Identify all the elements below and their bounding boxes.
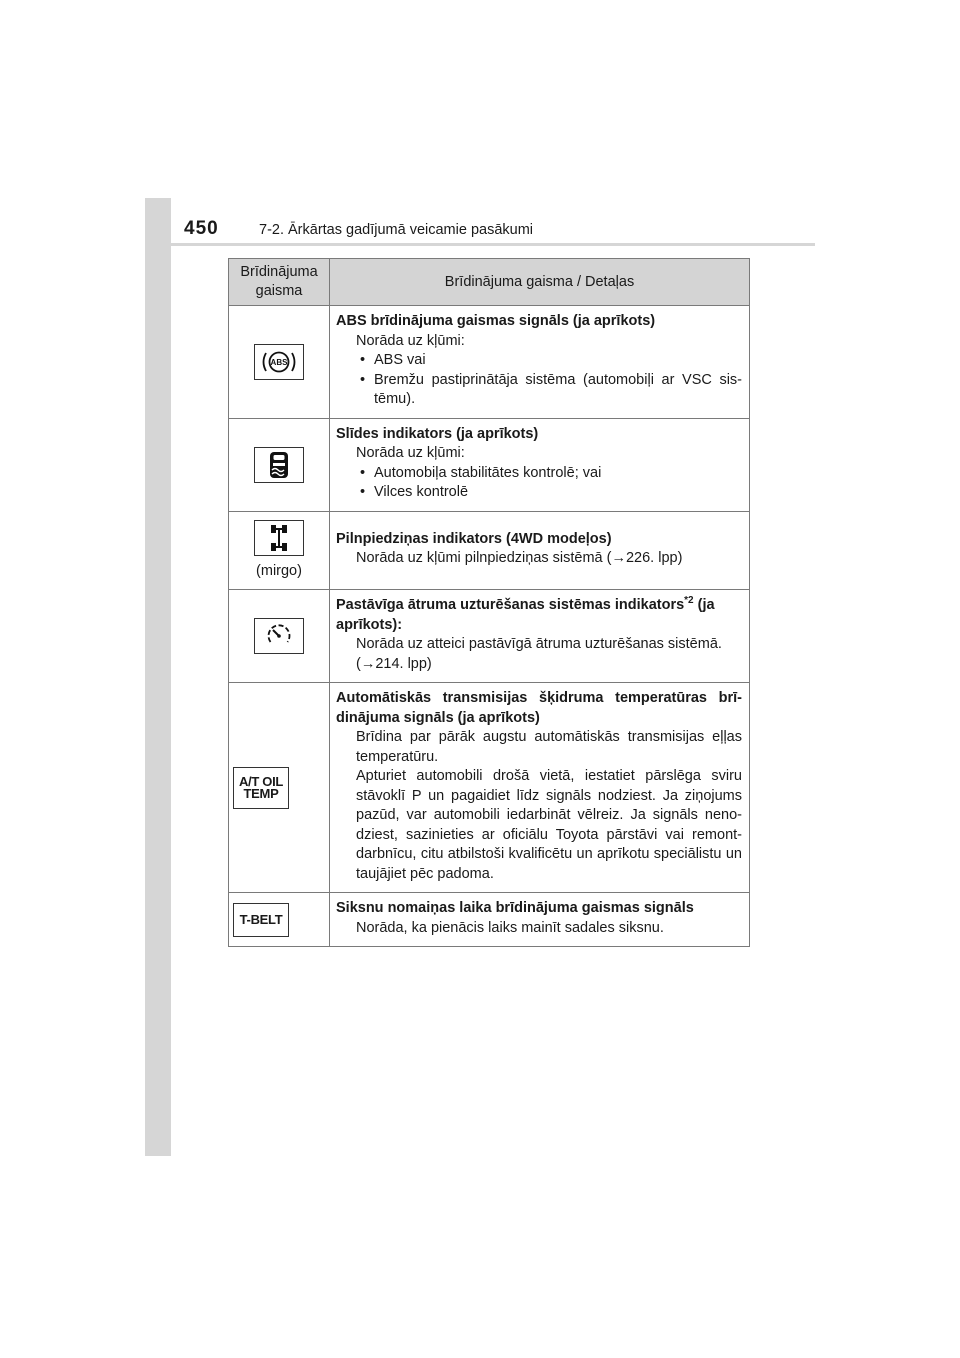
abs-warning-icon — [254, 344, 304, 380]
column-header-details: Brīdinājuma gaisma / Detaļas — [330, 259, 750, 306]
icon-cell — [229, 418, 330, 511]
footnote-marker: *2 — [684, 595, 694, 607]
detail-cell — [330, 511, 750, 590]
4wd-indicator-icon — [254, 520, 304, 556]
svg-text:ABS: ABS — [270, 357, 288, 367]
detail-cell — [330, 683, 750, 893]
icon-cell — [229, 683, 330, 893]
detail-cell — [330, 590, 750, 683]
detail-title-suffix: (ja aprīkots): — [336, 597, 715, 633]
table-row — [229, 893, 750, 947]
detail-cell — [330, 306, 750, 419]
bullet-item: • Automobiļa stabilitātes kontrolē; vai — [336, 464, 742, 484]
detail-text: Norāda uz kļūmi pilnpiedziņas sistēmā (→226. lpp) — [356, 550, 683, 567]
bullet-item: • ABS vai — [336, 351, 742, 371]
table-row — [229, 418, 750, 511]
page-number: 450 — [184, 218, 219, 239]
detail-text: Norāda uz atteici pastāvīgā ātruma uzturēšanas sistēmā. (→214. lpp) — [356, 636, 722, 672]
table-row — [229, 590, 750, 683]
detail-title: Pilnpiedziņas indikators (4WD modeļos) — [336, 530, 612, 547]
icon-cell — [229, 306, 330, 419]
cruise-control-icon — [254, 618, 304, 654]
detail-title: ABS brīdinājuma gaismas signāls (ja aprīkots) — [336, 313, 656, 329]
side-margin-bar — [145, 198, 171, 1156]
bullet-item: • Bremžu pastiprinātāja sistēma (automobiļi ar VSC sis-tēmu). — [336, 371, 742, 410]
table-row — [229, 511, 750, 590]
detail-text: Apturiet automobili drošā vietā, iestatiet pārslēga sviru stāvoklī P un pagaidiet līdz signāls nodziest. Ja ziņojums pazūd, var automobili iedarbināt vēlreiz. Ja signāls neno-dziest, sazinieties ar oficiālu Toyota pārstāvi vai remont-darbnīcu, citu atbilstoši kvalificētu un aprīkotu speciālistu un taujājiet pēc padoma. — [356, 768, 742, 882]
detail-title — [336, 596, 742, 635]
warning-lights-table — [228, 258, 750, 947]
detail-intro: Norāda uz kļūmi: — [356, 332, 465, 349]
detail-title-text: Pastāvīga ātruma uzturēšanas sistēmas indikators — [336, 597, 685, 613]
detail-cell — [330, 418, 750, 511]
detail-text: Norāda, ka pienācis laiks mainīt sadales siksnu. — [356, 919, 664, 936]
detail-intro: Norāda uz kļūmi: — [356, 445, 465, 461]
chapter-title: 7-2. Ārkārtas gadījumā veicamie pasākumi — [259, 222, 534, 238]
icon-label: T-BELT — [239, 911, 283, 927]
table-row — [229, 683, 750, 893]
icon-cell — [229, 590, 330, 683]
at-oil-temp-icon — [233, 767, 289, 809]
bullet-item: • Vilces kontrolē — [336, 483, 742, 503]
column-header-light: Brīdinājuma gaisma — [229, 259, 330, 306]
icon-label-line1: A/T OIL — [238, 773, 284, 789]
slip-indicator-icon — [254, 447, 304, 483]
detail-text: Brīdina par pārāk augstu automātiskās transmisijas eļļas temperatūru. — [356, 729, 742, 765]
table-header-row — [229, 259, 750, 306]
detail-title: Siksnu nomaiņas laika brīdinājuma gaismas signāls — [336, 900, 694, 916]
icon-cell — [229, 511, 330, 590]
icon-cell — [229, 893, 330, 947]
blinking-caption: (mirgo) — [256, 562, 302, 579]
icon-label-line2: TEMP — [243, 785, 279, 801]
t-belt-icon — [233, 903, 289, 937]
detail-title: Slīdes indikators (ja aprīkots) — [336, 425, 539, 442]
table-row — [229, 306, 750, 419]
detail-cell — [330, 893, 750, 947]
header-divider — [145, 243, 815, 246]
detail-title: Automātiskās transmisijas šķidruma temperatūras brī-dinājuma signāls (ja aprīkots) — [336, 690, 742, 726]
